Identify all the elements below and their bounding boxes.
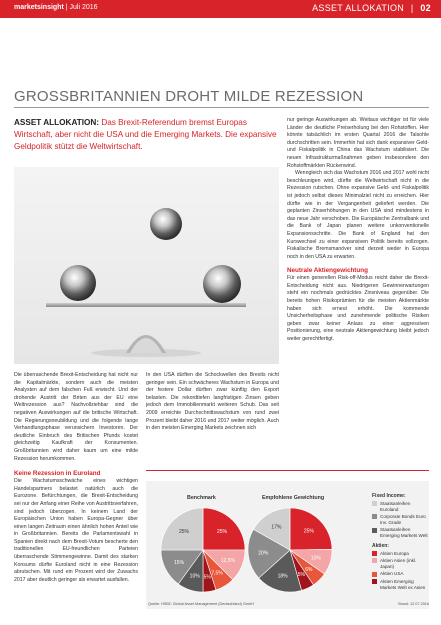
- legend-fixed-title: Fixed Income:: [372, 493, 406, 499]
- fixed-income-legend-item: [372, 527, 430, 538]
- legend-label: Aktien Emerging Markets Welt ex Asien: [380, 578, 426, 590]
- legend-label: Corporate Bonds Euro Inv. Grade: [380, 514, 426, 525]
- legend-label: Aktien Europa: [380, 550, 409, 556]
- pie-slice-label: 18%: [277, 573, 288, 580]
- col3-paragraph-1: nur geringe Auswirkungen ab. Weitaus wichtiger ist für viele Länder die deutliche Preiserholung bei den Rohstoffen. Hier könnte tatsächlich im ersten Quartal 2016 die Talsohle durchschritten sein. Immerhin hat sich dank expansiver Geld- und Fiskalpolitik in China das Wachstum stabilisiert. Die neuen Infrastrukturmaßnahmen geben insbesondere den Rohstoffmärkten Rückenwind.: [287, 117, 429, 169]
- fixed-income-legend-item: [372, 514, 430, 525]
- legend-label: Staatsanleihen Euroland: [380, 501, 411, 512]
- headline-rule: [14, 107, 429, 108]
- pie-slice-label: 25%: [178, 528, 190, 535]
- legend-swatch: [372, 501, 377, 506]
- legend-swatch: [372, 572, 377, 577]
- equity-legend-item: [372, 579, 430, 590]
- pie-slice-label: 25%: [216, 528, 228, 535]
- header-brand-line: [14, 4, 98, 11]
- pie-slice-label: 6%: [305, 566, 313, 573]
- chart-title-benchmark: Benchmark: [187, 495, 216, 501]
- fixed-income-legend-item: [372, 501, 430, 512]
- pie-slice-label: 10%: [189, 573, 200, 580]
- equity-legend-item: [372, 558, 430, 569]
- lead-label: ASSET ALLOKATION:: [14, 118, 100, 127]
- pie-slice-label: 25%: [303, 528, 314, 535]
- portfolio-box-header: [146, 470, 429, 480]
- legend-label: Staatsanleihen Emerging Markets Welt: [380, 527, 428, 538]
- pie-slice-label: 7,5%: [211, 570, 223, 577]
- equity-legend-item: [372, 551, 430, 557]
- legend-swatch: [372, 579, 377, 584]
- equity-legend-item: [372, 571, 430, 577]
- pie-slice-label: 10%: [310, 555, 321, 562]
- chart-title-empfohlen: Empfohlene Gewichtung: [262, 495, 325, 501]
- chart-legend: [372, 493, 430, 592]
- subheading-euroland: Keine Rezession in Euroland: [14, 470, 101, 478]
- legend-swatch: [372, 558, 377, 563]
- header-section: ASSET ALLOKATION | 02: [312, 3, 431, 13]
- col1-paragraph-2: Die Wachstumsschwäche eines wichtigen Handelspartners belastet natürlich auch die Eurozone. Befürchtungen, die Brexit-Entscheidung sei nur der Anfang einer Reihe von Austrittsverfahren, sind jedoch überzogen. In keinem Land der Europäischen Union haben Europa-Gegner über einen langen Zeitraum einen ähnlich hohen Anteil wie in Großbritannien. Bereits die Parlamentswahl in Spanien direkt nach dem Brexit-Votum bescherte den traditionellen EU-freundlichen Parteien überraschende Stimmengewinne. Damit des starken Konsums dürfte Euroland nicht in eine Rezession abrutschen. Mit rund ein Prozent wird der Zuwachs 2017 aber deutlich geringer als erwartet ausfallen.: [14, 478, 138, 583]
- chart-stand-date: Stand: 12.07.2016: [398, 602, 430, 606]
- pie-slice-label: 5%: [203, 574, 211, 581]
- pie-slice-label: 20%: [258, 550, 269, 557]
- legend-swatch: [372, 551, 377, 556]
- balance-spheres-illustration: [14, 167, 279, 364]
- col1-paragraph-1: Die überraschende Brexit-Entscheidung hat nicht nur die Kapitalmärkte, sondern auch die meisten Analysten auf dem falschen Fuß erwischt. Und der drohende Austritt der Briten aus der EU eine Weltrezession aus? Nachvollziehbar sind die negativen Auswirkungen auf die britische Wirtschaft. Die Regierungsneubildung und die folgende lange Verhandlungsphase verunsichern Investoren. Der deutliche Einbruch des Britischen Pfunds kostet gleichzeitig Kaufkraft der Konsumenten. Großbritannien wird daher kaum um eine milde Rezession herumkommen.: [14, 372, 138, 462]
- legend-swatch: [372, 528, 377, 533]
- col3-paragraph-2: Wenngleich sich das Wachstum 2016 und 2017 wohl nicht beschleunigen wird, dürfte die Weltwirtschaft nicht in die Rezession rutschen. Ohne expansive Geld- und Fiskalpolitik ist jedoch selbst dieses Minimalziel nicht zu erreichen. Hier dürfte wie in der Vergangenheit geliefert werden. Die geplanten Zinserhöhungen in den USA sind mindestens in das neue Jahr verschoben. Die Europäische Zentralbank und die Bank of Japan planen weitere unkonventionelle Expansionsschritte. Die Bank of England hat den Kurswechsel zu einer expansiven Politik bereits vollzogen. Fiskalische Bremsmanöver sind derzeit weder in Europa noch in den USA zu erwarten.: [287, 170, 429, 260]
- legend-label: Aktien Asien (inkl. Japan): [380, 558, 417, 569]
- page-number: 02: [420, 3, 431, 13]
- column-1: [14, 372, 138, 584]
- legend-equity-title: Aktien:: [372, 542, 389, 549]
- pendulum-image: [14, 167, 279, 364]
- pie-slice-label: 12,5%: [220, 558, 235, 565]
- header-bar: [0, 0, 441, 18]
- issue-date: | Juli 2016: [65, 4, 98, 11]
- legend-label: Aktien USA: [380, 571, 404, 577]
- pie-slice-label: 17%: [271, 524, 282, 531]
- lead-text: Das Brexit-Referendum bremst Europas Wirtschaft, aber nicht die USA und die Emerging Markets. Die expansive Geldpolitik stützt die Weltwirtschaft.: [14, 118, 277, 151]
- brand-name: marketsinsight: [14, 4, 64, 11]
- column-3: [287, 117, 429, 344]
- pie-slice-label: 15%: [174, 560, 185, 567]
- article-lead: [14, 117, 279, 153]
- pie-charts: [146, 481, 372, 609]
- section-title: ASSET ALLOKATION: [312, 3, 405, 13]
- subheading-aktien: Neutrale Aktiengewichtung: [287, 267, 368, 275]
- legend-swatch: [372, 514, 377, 519]
- column-2: [146, 372, 279, 433]
- col3-paragraph-3: Für einen generellen Risk-off-Modus reicht daher die Brexit-Entscheidung nicht aus. Niedrigeren Gewinnerwartungen steht ein nochmals gedrücktes Zinsniveau gegenüber. Die bereits hohen Risikoprämien für die meisten Aktienmärkte haben sich erneut erhöht. Die kommende Unsicherheitsphase und zunehmende politische Risiken geben zwar keiner Anlass zu einer aggressiven Positionierung, eine neutrale Aktiengewichtung bleibt jedoch weiter gerechtfertigt.: [287, 275, 429, 343]
- pie-slice-label: 5%: [297, 572, 305, 579]
- col2-paragraph-1: In den USA dürften die Schockwellen des Brexits nicht geringer sein. Ein schwächeres Wachstum in Europa und der festere Dollar dürften zwar künftig den Export belasten. Die rekordtiefen langfristigen Zinsen geben jedoch dem Immobilienmarkt weiteren Schub. Das seit 2009 erreichte Durchschnittswachstum von rund zwei Prozent bleibt daher 2016 und 2017 weiter möglich. Auch in den meisten Emerging Markets zeichnen sich: [146, 372, 279, 432]
- article-headline: GROSSBRITANNIEN DROHT MILDE REZESSION: [14, 88, 364, 105]
- chart-source: Quelle: HSBC Global Asset Management (Deutschland) GmbH: [148, 602, 254, 606]
